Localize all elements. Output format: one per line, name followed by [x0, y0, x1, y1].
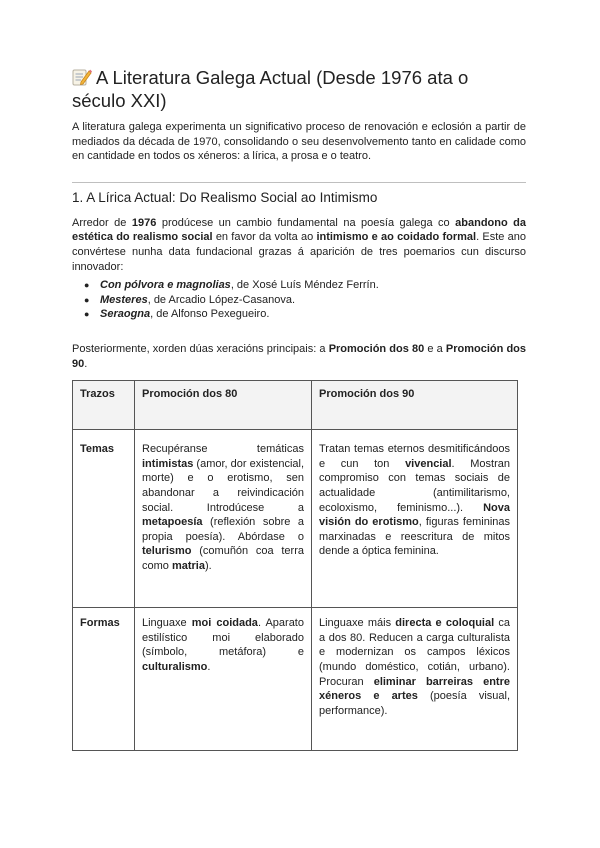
- work-title: Seraogna: [100, 308, 151, 321]
- text-run: (amor, dor existencial, morte) e o erotismo, sen abandonar a reivindicación social. Introdúcese a: [142, 457, 305, 514]
- promotions-paragraph: [72, 342, 526, 371]
- text-run: Posteriormente, xorden dúas xeracións principais: a: [72, 342, 329, 355]
- cell-promocion-80: [135, 430, 312, 608]
- bold-run: culturalismo: [142, 660, 208, 673]
- header-cell: Promoción dos 80: [135, 381, 312, 430]
- bold-run: Nova visión do erotismo: [319, 501, 510, 529]
- header-cell: Promoción dos 90: [312, 381, 518, 430]
- cell-promocion-80: [135, 608, 312, 751]
- work-title: Mesteres: [100, 293, 148, 306]
- text-run: (poesía visual, performance).: [319, 690, 511, 717]
- text-run: Linguaxe máis: [319, 617, 396, 630]
- table-header-row: [73, 381, 518, 430]
- text-run: .: [207, 660, 211, 673]
- bold-run: eliminar barreiras entre xéneros e artes: [319, 675, 510, 703]
- text-run: Tratan temas eternos desmitificándoos e cun ton: [319, 443, 510, 470]
- bold-run: metapoesía: [142, 516, 203, 529]
- text-run: Linguaxe: [142, 617, 192, 630]
- bold-run: directa e coloquial: [395, 617, 495, 630]
- bullet-icon: ●: [84, 280, 90, 291]
- comparison-table: [72, 380, 518, 751]
- bullet-icon: ●: [84, 309, 90, 320]
- work-author: , de Alfonso Pexegueiro.: [150, 308, 270, 321]
- bold-run: 1976: [131, 216, 157, 229]
- text-run: e a: [424, 342, 446, 355]
- bold-run: moi coidada: [191, 617, 258, 630]
- list-item: [84, 307, 526, 322]
- bold-run: abandono da estética do realismo social: [72, 216, 527, 244]
- text-run: ).: [205, 559, 212, 572]
- bold-run: vivencial: [405, 457, 452, 470]
- text-run: Recupéranse temáticas: [142, 443, 304, 456]
- text-run: (comuñón coa terra como: [142, 545, 304, 572]
- text-run: . Aparato estilístico moi elaborado (símbolo, metáfora) e: [142, 617, 304, 659]
- page-title: [72, 66, 526, 112]
- bold-run: Promoción dos 90: [72, 342, 527, 370]
- row-label: Formas: [73, 608, 135, 751]
- work-author: , de Xosé Luís Méndez Ferrín.: [230, 279, 379, 292]
- text-run: (reflexión sobre a propia poesía). Abórdase o: [142, 516, 304, 543]
- works-list: [72, 278, 526, 322]
- table-row: [73, 608, 518, 751]
- lirica-paragraph: [72, 216, 526, 274]
- section-heading: 1. A Lírica Actual: Do Realismo Social ao Intimismo: [72, 189, 378, 205]
- cell-promocion-90: [312, 608, 518, 751]
- text-run: . Mostran compromiso con temas sociais de actualidade (antimilitarismo, ecoloxismo, feminismo...).: [319, 457, 510, 514]
- bullet-icon: ●: [84, 294, 90, 305]
- table-row: [73, 430, 518, 608]
- memo-icon: [72, 68, 92, 86]
- text-run: ca a dos 80. Reducen a carga culturalista e modernizan os campos léxicos (mundo doméstico, cotián, urbano). Procuran: [319, 617, 510, 688]
- bold-run: intimismo e ao coidado formal: [316, 231, 477, 244]
- bold-run: telurismo: [142, 545, 192, 558]
- text-run: en favor da volta ao: [212, 231, 317, 244]
- text-run: prodúcese un cambio fundamental na poesía galega co: [156, 216, 456, 229]
- text-run: Arredor de: [72, 216, 132, 229]
- bold-run: Promoción dos 80: [328, 342, 425, 355]
- text-run: , figuras femininas marxinadas e reescritura de mitos dende a óptica feminina.: [319, 516, 510, 558]
- header-cell: Trazos: [73, 381, 135, 430]
- section-divider: [72, 182, 526, 183]
- row-label: Temas: [73, 430, 135, 608]
- intro-paragraph: A literatura galega experimenta un significativo proceso de renovación e eclosión a partir de mediados da década de 1970, consolidando o seu desenvolvemento tanto en calidade como en cantidade en todos os xéneros: a lírica, a prosa e o teatro.: [72, 121, 526, 163]
- text-run: .: [84, 357, 88, 370]
- list-item: [84, 278, 526, 293]
- bold-run: intimistas: [142, 457, 194, 470]
- work-author: , de Arcadio López-Casanova.: [147, 293, 296, 306]
- cell-promocion-90: [312, 430, 518, 608]
- work-title: Con pólvora e magnolias: [100, 279, 231, 292]
- document-content: [72, 66, 526, 751]
- list-item: [84, 293, 526, 308]
- bold-run: matria: [171, 559, 205, 572]
- page-title-text: A Literatura Galega Actual (Desde 1976 ata o século XXI): [72, 67, 469, 111]
- text-run: . Este ano convértese nunha data fundacional grazas á aparición de tres poemarios cun discurso innovador:: [72, 231, 526, 273]
